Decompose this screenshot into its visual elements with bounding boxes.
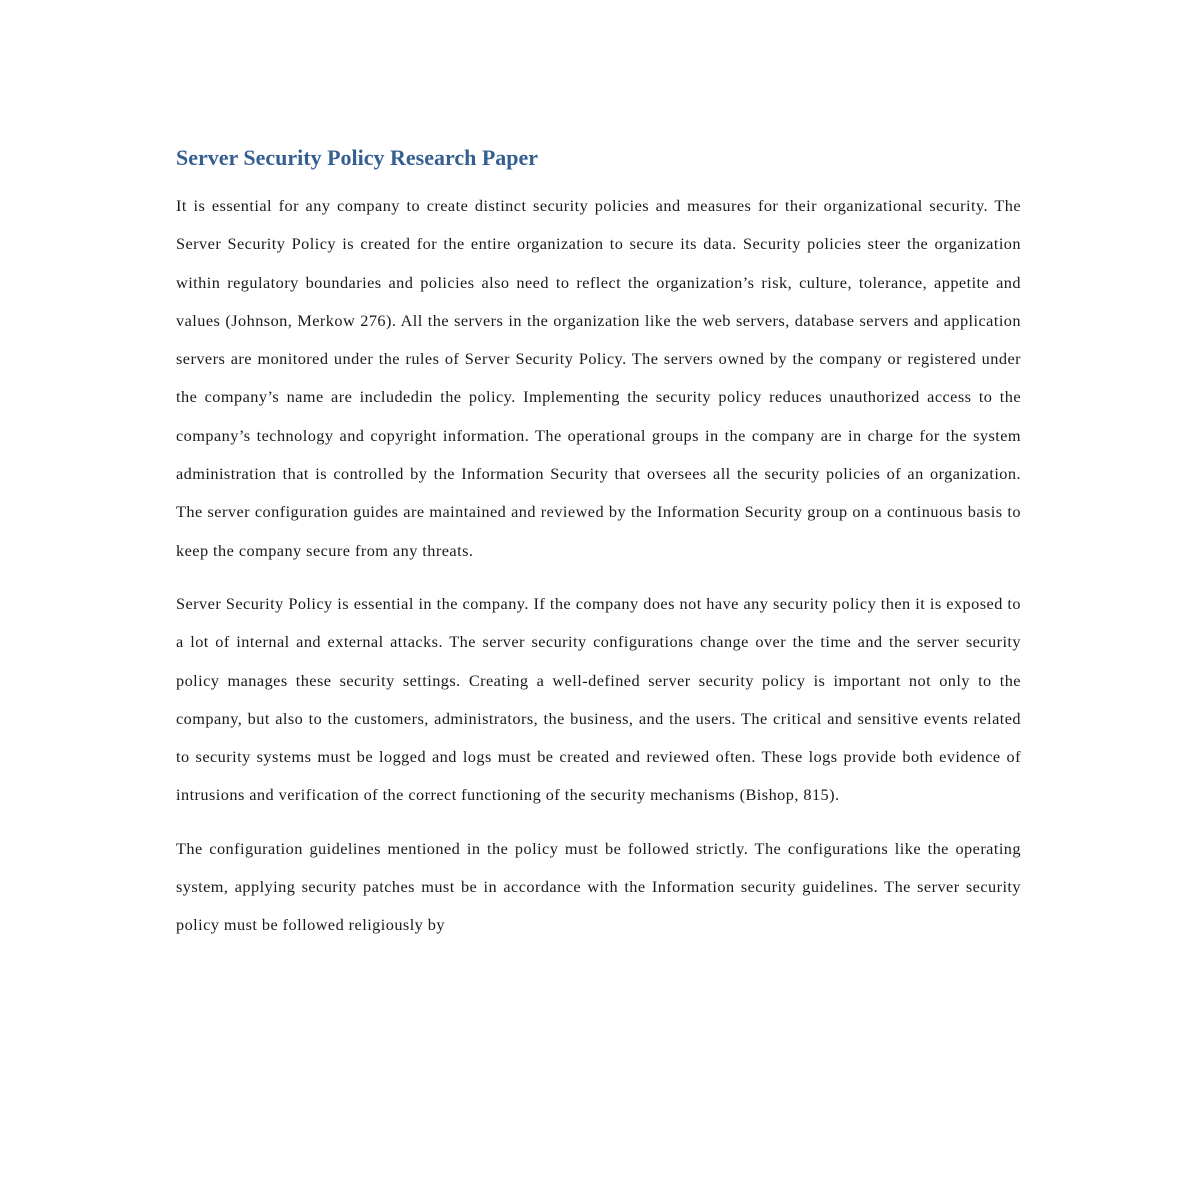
paragraph-3: The configuration guidelines mentioned in the policy must be followed strictly. The configurations like the operating system, applying security patches must be in accordance with the Information security guidelines. The server security policy must be followed religiously by — [176, 838, 1021, 935]
paragraph-2: Server Security Policy is essential in the company. If the company does not have any security policy then it is exposed to a lot of internal and external attacks. The server security configurations change over the time and the server security policy manages these security settings. Creating a well-defined server security policy is important not only to the company, but also to the customers, administrators, the business, and the users. The critical and sensitive events related to security systems must be logged and logs must be created and reviewed often. These logs provide both evidence of intrusions and verification of the correct functioning of the security mechanisms (Bishop, 815). — [176, 593, 1021, 805]
document-title: Server Security Policy Research Paper — [176, 145, 539, 170]
paragraph-1: It is essential for any company to create distinct security policies and measures for their organizational security. The Server Security Policy is created for the entire organization to secure its data. Security policies steer the organization within regulatory boundaries and policies also need to reflect the organization’s risk, culture, tolerance, appetite and values (Johnson, Merkow 276). All the servers in the organization like the web servers, database servers and application servers are monitored under the rules of Server Security Policy. The servers owned by the company or registered under the company’s name are includedin the policy. Implementing the security policy reduces unauthorized access to the company’s technology and copyright information. The operational groups in the company are in charge for the system administration that is controlled by the Information Security that oversees all the security policies of an organization. The server configuration guides are maintained and reviewed by the Information Security group on a continuous basis to keep the company secure from any threats. — [176, 196, 1021, 560]
document-body — [176, 141, 1021, 945]
